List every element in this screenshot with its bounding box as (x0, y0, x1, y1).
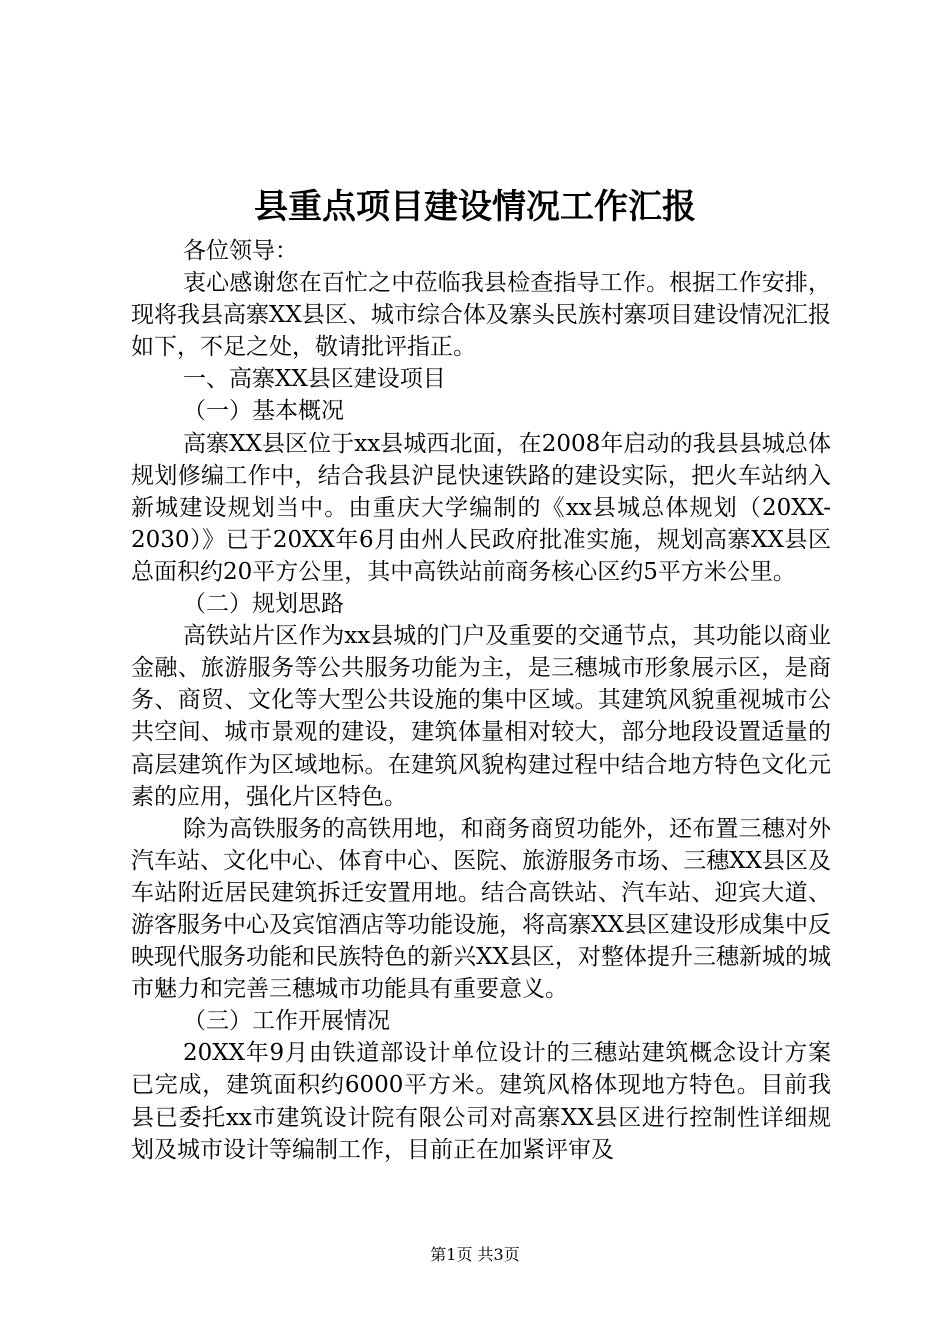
paragraph-planning-2: 除为高铁服务的高铁用地，和商务商贸功能外，还布置三穗对外汽车站、文化中心、体育中心、医院、旅游服务市场、三穗XX县区及车站附近居民建筑拆迁安置用地。结合高铁站、汽车站、迎宾大道、游客服务中心及宾馆酒店等功能设施，将高寨XX县区建设形成集中反映现代服务功能和民族特色的新兴XX县区，对整体提升三穗新城的城市魅力和完善三穗城市功能具有重要意义。 (131, 815, 831, 1003)
document-body (131, 235, 831, 1166)
paragraph-intro: 衷心感谢您在百忙之中莅临我县检查指导工作。根据工作安排，现将我县高寨XX县区、城市综合体及寨头民族村寨项目建设情况汇报如下，不足之处，敬请批评指正。 (131, 270, 831, 361)
document-title: 县重点项目建设情况工作汇报 (254, 187, 696, 227)
page-footer: 第1页 共3页 (430, 1245, 520, 1264)
paragraph-planning-1: 高铁站片区作为xx县城的门户及重要的交通节点，其功能以商业金融、旅游服务等公共服务功能为主，是三穗城市形象展示区，是商务、商贸、文化等大型公共设施的集中区域。其建筑风貌重视城市公共空间、城市景观的建设，建筑体量相对较大，部分地段设置适量的高层建筑作为区域地标。在建筑风貌构建过程中结合地方特色文化元素的应用，强化片区特色。 (131, 623, 831, 810)
subsection-heading-planning: （二）规划思路 (183, 591, 344, 618)
paragraph-overview: 高寨XX县区位于xx县城西北面，在2008年启动的我县县城总体规划修编工作中，结合我县沪昆快速铁路的建设实际，把火车站纳入新城建设规划当中。由重庆大学编制的《xx县城总体规划（20XX-2030）》已于20XX年6月由州人民政府批准实施，规划高寨XX县区总面积约20平方公里，其中高铁站前商务核心区约5平方米公里。 (131, 430, 831, 585)
section-heading-1: 一、高寨XX县区建设项目 (183, 366, 446, 393)
salutation: 各位领导： (183, 238, 298, 264)
subsection-heading-overview: （一）基本概况 (183, 398, 344, 425)
paragraph-progress: 20XX年9月由铁道部设计单位设计的三穗站建筑概念设计方案已完成，建筑面积约6000平方米。建筑风格体现地方特色。目前我县已委托xx市建筑设计院有限公司对高寨XX县区进行控制性详细规划及城市设计等编制工作，目前正在加紧评审及 (131, 1040, 831, 1163)
subsection-heading-progress: （三）工作开展情况 (183, 1008, 390, 1035)
